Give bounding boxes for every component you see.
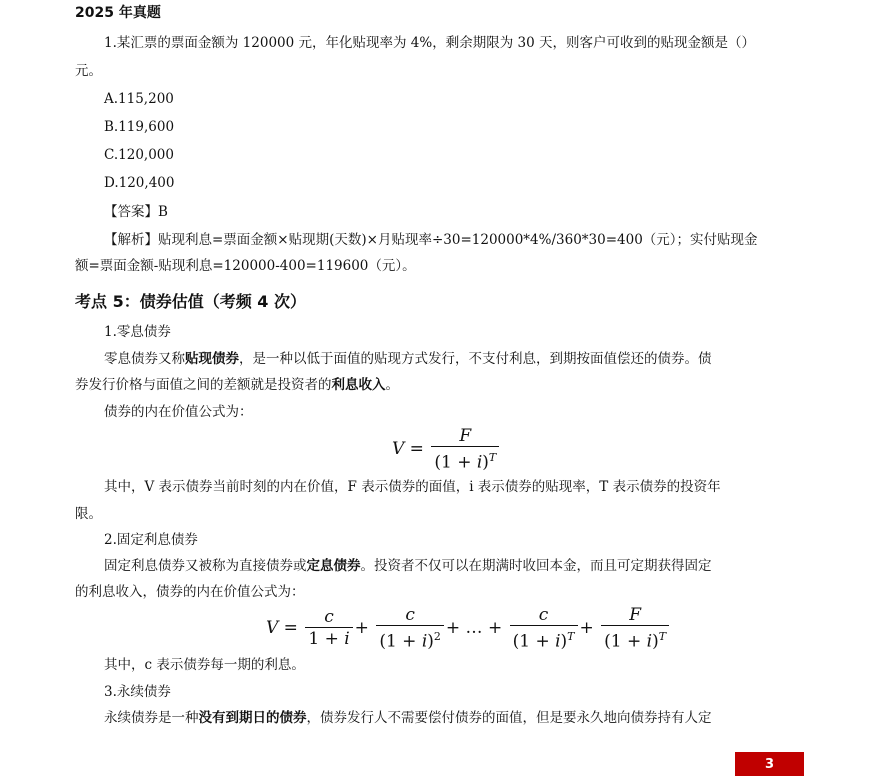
- analysis-text: 贴现利息=票面金额×贴现期(天数)×月贴现率÷30=120000*4%/360*30=400（元）；实付贴现金: [158, 232, 758, 248]
- option-c: C.120,000: [104, 147, 174, 163]
- fixed-rate-paragraph-1: 固定利息债券又被称为直接债券或定息债券。投资者不仅可以在期满时收回本金，而且可定期获得固定: [104, 558, 712, 574]
- year-heading: 2025 年真题: [75, 5, 161, 21]
- option-b: B.119,600: [104, 119, 175, 135]
- zero-coupon-formula: V = $\frac{F}{(1 + i)^T}$: [392, 426, 501, 473]
- zero-coupon-explain-1: 其中，V 表示债券当前时刻的内在价值，F 表示债券的面值，i 表示债券的贴现率，T 表示债券的投资年: [104, 479, 721, 495]
- question-text-cont: 元。: [75, 63, 102, 79]
- term-fixed-coupon-bond: 定息债券: [306, 558, 361, 574]
- term-discount-bond: 贴现债券: [185, 351, 239, 367]
- fixed-rate-paragraph-2: 的利息收入，债券的内在价值公式为：: [75, 584, 305, 600]
- analysis-line-2: 额=票面金额-贴现利息=120000-400=119600（元）。: [75, 258, 416, 274]
- perpetual-title: 3.永续债券: [104, 684, 171, 700]
- analysis-label: 【解析】: [104, 232, 158, 248]
- answer-label: 【答案】: [104, 204, 158, 220]
- option-d: D.120,400: [104, 175, 175, 191]
- zero-coupon-explain-2: 限。: [75, 506, 102, 522]
- formula-intro: 债券的内在价值公式为：: [104, 404, 253, 420]
- answer-line: [104, 203, 168, 221]
- zero-coupon-paragraph-2: 券发行价格与面值之间的差额就是投资者的利息收入。: [75, 377, 399, 393]
- question-text: 1.某汇票的票面金额为 120000 元，年化贴现率为 4%，剩余期限为 30 天，则客户可收到的贴现金额是（）: [104, 35, 755, 51]
- fixed-rate-formula: V = $\frac{c}{1 + i}$ + $\frac{c}{(1 + i)^2}$ + … + $\frac{c}{(1 + i)^T}$ + $\frac{F}{(1 + i)^T}$: [266, 605, 671, 652]
- answer-value: B: [158, 204, 168, 220]
- section-title: 考点 5：债券估值（考频 4 次）: [75, 292, 306, 311]
- analysis-line-1: [104, 231, 758, 249]
- perpetual-paragraph: 永续债券是一种没有到期日的债券，债券发行人不需要偿付债券的面值，但是要永久地向债券持有人定: [104, 710, 712, 726]
- option-a: A.115,200: [104, 91, 174, 107]
- term-interest-income: 利息收入: [331, 377, 386, 393]
- fixed-rate-title: 2.固定利息债券: [104, 532, 198, 548]
- page-number: 3: [735, 752, 804, 776]
- fixed-rate-explain: 其中，c 表示债券每一期的利息。: [104, 657, 305, 673]
- zero-coupon-paragraph-1: 零息债券又称贴现债券，是一种以低于面值的贴现方式发行，不支付利息，到期按面值偿还的债券。债: [104, 351, 712, 367]
- zero-coupon-title: 1.零息债券: [104, 324, 171, 340]
- term-no-maturity: 没有到期日的债券: [198, 710, 307, 726]
